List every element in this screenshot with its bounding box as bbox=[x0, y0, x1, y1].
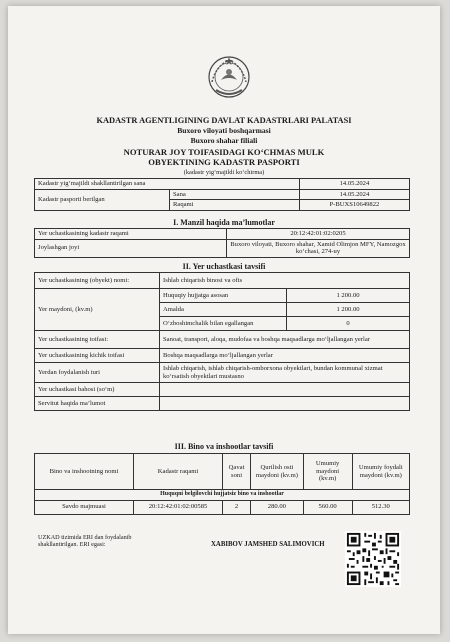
building-floors-cell: 2 bbox=[223, 500, 251, 514]
agency-title: KADASTR AGENTLIGINING DAVLAT KADASTRLARI PALATASI bbox=[96, 116, 352, 125]
qr-code-icon bbox=[345, 531, 401, 587]
col-building-name: Bino va inshootning nomi bbox=[35, 454, 134, 490]
area-actual-value: 1 200.00 bbox=[287, 303, 410, 317]
col-cadastral-number: Kadastr raqami bbox=[134, 454, 223, 490]
building-total-area-cell: 560.00 bbox=[303, 500, 352, 514]
eds-note: UZKAD tizimida ERI dan foydalanib shakllantirilgan. ERI egasi: bbox=[38, 534, 132, 549]
document-title-line2: OBYEKTINING KADASTR PASPORTI bbox=[148, 157, 300, 167]
area-unauthorized-label: O‘zboshimchalik bilan egallangan bbox=[160, 317, 287, 331]
raqami-label: Raqami bbox=[170, 200, 300, 211]
address-table bbox=[34, 228, 410, 258]
state-emblem-icon bbox=[206, 54, 252, 100]
table-row bbox=[35, 500, 410, 514]
area-legal-value: 1 200.00 bbox=[287, 289, 410, 303]
land-use-value: Ishlab chiqarish, ishlab chiqarish-omborxona obyektlari, bundan kommunal xizmat ko‘rsatish obyektlari mustasno bbox=[160, 363, 410, 383]
building-cadastral-cell: 20:12:42:01:02:00585 bbox=[134, 500, 223, 514]
branch-title: Buxoro shahar filiali bbox=[190, 136, 258, 145]
issued-label: Kadastr pasporti berilgan bbox=[35, 189, 170, 210]
land-price-label: Yer uchastkasi bahosi (so‘m) bbox=[35, 383, 160, 397]
land-subcategory-value: Boshqa maqsadlarga mo‘ljallangan yerlar bbox=[160, 349, 410, 363]
land-plot-table bbox=[34, 272, 410, 411]
land-category-label: Yer uchastkasining toifasi: bbox=[35, 331, 160, 349]
col-useful-area: Umumiy foydali maydoni (kv.m) bbox=[352, 454, 409, 490]
eds-owner-name: XABIBOV JAMSHED SALIMOVICH bbox=[211, 541, 325, 548]
col-floors: Qavat soni bbox=[223, 454, 251, 490]
object-name-label: Yer uchastkasining (obyekt) nomi: bbox=[35, 273, 160, 289]
land-price-value bbox=[160, 383, 410, 397]
buildings-subheader: Huquqni belgilovchi hujjatsiz bino va inshootlar bbox=[35, 490, 410, 501]
section1-title: I. Manzil haqida ma’lumotlar bbox=[173, 218, 275, 227]
document-title-line1: NOTURAR JOY TOIFASIDAGI KO‘CHMAS MULK bbox=[123, 147, 325, 157]
section2-title: II. Yer uchastkasi tavsifi bbox=[182, 262, 266, 271]
passport-info-table bbox=[34, 178, 410, 211]
cadastral-number-value: 20:12:42:01:02:0205 bbox=[227, 229, 410, 240]
formed-date-label: Kadastr yig‘majildi shakllantirilgan sana bbox=[35, 179, 300, 190]
servitude-label: Servitut haqida ma’lumot bbox=[35, 397, 160, 411]
region-title: Buxoro viloyati boshqarmasi bbox=[177, 126, 271, 135]
land-category-value: Sanoat, transport, aloqa, mudofaa va boshqa maqsadlarga mo‘ljallangan yerlar bbox=[160, 331, 410, 349]
section3-title: III. Bino va inshootlar tavsifi bbox=[174, 442, 274, 451]
col-footprint-area: Qurilish osti maydoni (kv.m) bbox=[251, 454, 304, 490]
building-name-cell: Savdo majmuasi bbox=[35, 500, 134, 514]
buildings-table bbox=[34, 453, 410, 515]
land-use-label: Yerdan foydalanish turi bbox=[35, 363, 160, 383]
col-total-area: Umumiy maydoni (kv.m) bbox=[303, 454, 352, 490]
sana-label: Sana bbox=[170, 189, 300, 200]
building-useful-area-cell: 512.30 bbox=[352, 500, 409, 514]
area-unauthorized-value: 0 bbox=[287, 317, 410, 331]
servitude-value bbox=[160, 397, 410, 411]
document-subtitle: (kadastr yig‘majildi ko‘chirma) bbox=[183, 169, 265, 176]
location-label: Joylashgan joyi bbox=[35, 239, 227, 257]
area-actual-label: Amalda bbox=[160, 303, 287, 317]
raqami-value: P-BUXS10649822 bbox=[299, 200, 409, 211]
land-subcategory-label: Yer uchastkasining kichik toifasi bbox=[35, 349, 160, 363]
document-sheet bbox=[8, 6, 440, 634]
location-value: Buxoro viloyati, Buxoro shahar, Xamid Olimjon MFY, Namozgox ko‘chasi, 274-uy bbox=[227, 239, 410, 257]
object-name-value: Ishlab chiqarish binosi va ofis bbox=[160, 273, 410, 289]
sana-value: 14.05.2024 bbox=[299, 189, 409, 200]
cadastral-number-label: Yer uchastkasining kadastr raqami bbox=[35, 229, 227, 240]
building-footprint-cell: 280.00 bbox=[251, 500, 304, 514]
formed-date-value: 14.05.2024 bbox=[299, 179, 409, 190]
area-label: Yer maydoni, (kv.m) bbox=[35, 289, 160, 331]
area-legal-label: Huquqiy hujjatga asosan bbox=[160, 289, 287, 303]
